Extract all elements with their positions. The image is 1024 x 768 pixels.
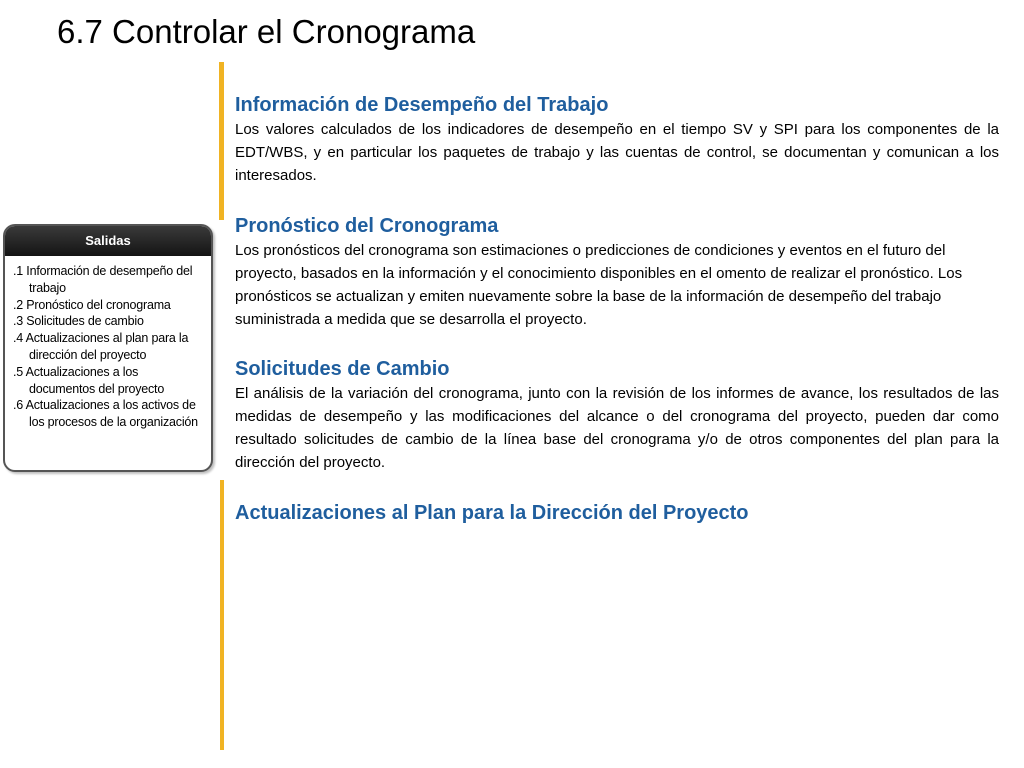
section-heading: Solicitudes de Cambio: [235, 358, 450, 380]
outputs-list-item: .1 Información de desempeño del trabajo: [13, 264, 193, 295]
content-area: [235, 92, 999, 526]
section-heading: Información de Desempeño del Trabajo: [235, 94, 609, 116]
outputs-list: [5, 256, 211, 431]
slide-title: 6.7 Controlar el Cronograma: [57, 13, 476, 50]
outputs-list-item: .2 Pronóstico del cronograma: [13, 297, 171, 312]
section-body: Los pronósticos del cronograma son estimaciones o predicciones de condiciones y eventos en el futuro del proyecto, basados en la información y el conocimiento disponibles en el omento de realizar el pronóstico. Los pronósticos se actualizan y emiten nuevamente sobre la base de la información de desempeño del trabajo suministrada a medida que se desarrolla el proyecto.: [235, 242, 963, 328]
section-schedule-forecast: [235, 213, 999, 331]
outputs-list-item: .4 Actualizaciones al plan para la dirección del proyecto: [13, 331, 189, 362]
outputs-list-item: .6 Actualizaciones a los activos de los procesos de la organización: [13, 398, 198, 430]
section-heading: Actualizaciones al Plan para la Dirección del Proyecto: [235, 502, 749, 524]
section-heading: Pronóstico del Cronograma: [235, 215, 499, 237]
accent-divider-line: [219, 62, 225, 750]
section-change-requests: [235, 356, 999, 474]
outputs-header: Salidas: [5, 226, 211, 256]
accent-line-top-segment: [219, 62, 224, 220]
outputs-list-item: .5 Actualizaciones a los documentos del proyecto: [13, 364, 165, 396]
outputs-list-item: .3 Solicitudes de cambio: [13, 314, 144, 329]
section-plan-updates: [235, 500, 999, 526]
section-body: El análisis de la variación del cronograma, junto con la revisión de los informes de avance, los resultados de las medidas de desempeño y las modificaciones del alcance o del cronograma del proyecto, pueden dar como resultado solicitudes de cambio de la línea base del cronograma y/o de otros componentes del plan para la dirección del proyecto.: [235, 385, 999, 471]
section-body: Los valores calculados de los indicadores de desempeño en el tiempo SV y SPI para los componentes de la EDT/WBS, y en particular los paquetes de trabajo y las cuentas de control, se documentan y comunican a los interesados.: [235, 121, 999, 184]
outputs-box: [3, 224, 213, 472]
accent-line-bottom-segment: [220, 480, 224, 750]
section-work-performance-info: [235, 92, 999, 187]
